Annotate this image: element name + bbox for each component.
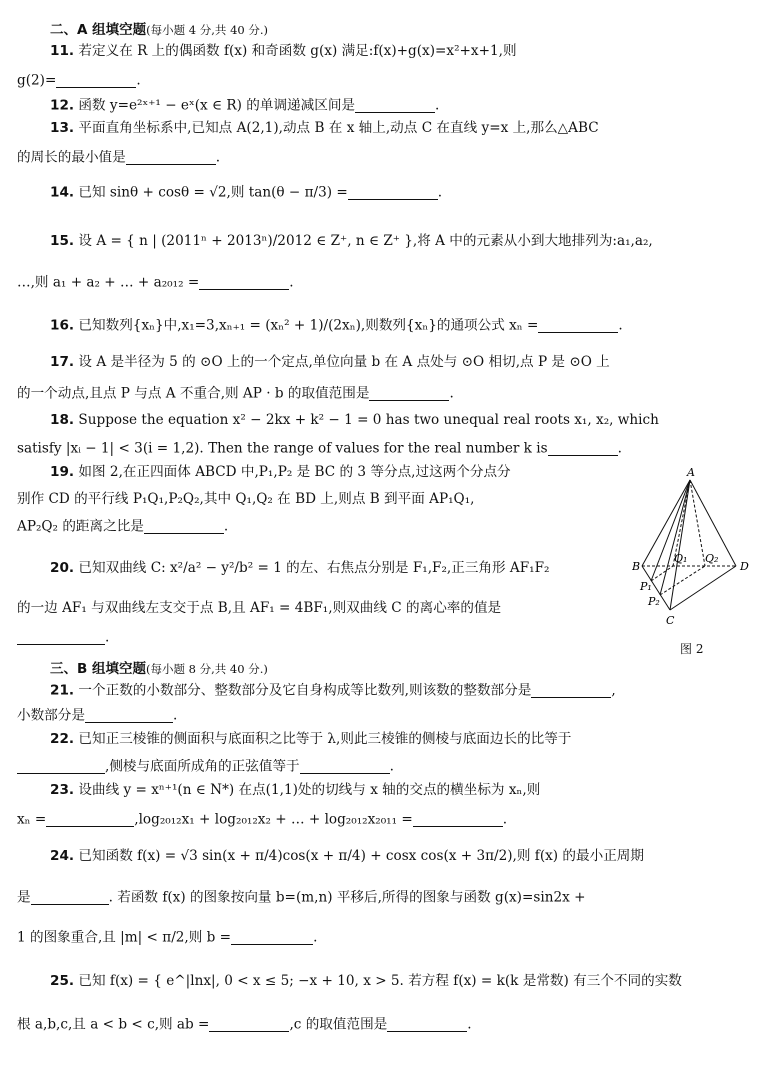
question-11-line-1: 11. 若定义在 R 上的偶函数 f(x) 和奇函数 g(x) 满足:f(x)+g(x)=x²+x+1,则: [50, 43, 517, 59]
answer-blank[interactable]: [348, 185, 438, 200]
question-21-line-2: 小数部分是 .: [17, 707, 178, 724]
question-13-line-2: 的周长的最小值是 .: [17, 149, 221, 166]
section-title: 二、A 组填空题: [50, 22, 147, 38]
tetrahedron-figure: [632, 466, 762, 656]
question-14: 14. 已知 sinθ + cosθ = √2,则 tan(θ − π/3) = .: [50, 184, 443, 201]
question-17-line-2: 的一个动点,且点 P 与点 A 不重合,则 AP · b 的取值范围是 .: [17, 385, 454, 402]
question-11-line-2: g(2)= .: [17, 72, 141, 89]
section-note: (每小题 4 分,共 40 分.): [146, 23, 269, 37]
answer-blank[interactable]: [538, 318, 618, 333]
question-24-line-2: 是 . 若函数 f(x) 的图象按向量 b=(m,n) 平移后,所得的图象与函数 g(x)=sin2x +: [17, 889, 586, 906]
answer-blank[interactable]: [46, 812, 134, 827]
section-b-heading: [50, 657, 268, 677]
label-q1: Q₁: [674, 552, 688, 565]
question-17-line-1: 17. 设 A 是半径为 5 的 ⊙O 上的一个定点,单位向量 b 在 A 点处与 ⊙O 相切,点 P 是 ⊙O 上: [50, 354, 610, 370]
label-a: A: [687, 466, 695, 479]
question-24-line-1: 24. 已知函数 f(x) = √3 sin(x + π/4)cos(x + π/4) + cosx cos(x + 3π/2),则 f(x) 的最小正周期: [50, 848, 644, 864]
answer-blank[interactable]: [369, 386, 449, 401]
question-15-line-1: 15. 设 A = { n | (2011ⁿ + 2013ⁿ)/2012 ∈ Z⁺, n ∈ Z⁺ },将 A 中的元素从小到大地排列为:a₁,a₂,: [50, 233, 653, 249]
answer-blank[interactable]: [231, 930, 313, 945]
question-20-line-2: 的一边 AF₁ 与双曲线左支交于点 B,且 AF₁ = 4BF₁,则双曲线 C 的离心率的值是: [17, 600, 502, 616]
question-19-line-1: 19. 如图 2,在正四面体 ABCD 中,P₁,P₂ 是 BC 的 3 等分点,过这两个分点分: [50, 464, 511, 480]
answer-blank[interactable]: [531, 683, 611, 698]
label-q2: Q₂: [705, 552, 719, 565]
question-25-line-2: 根 a,b,c,且 a < b < c,则 ab = ,c 的取值范围是 .: [17, 1016, 472, 1033]
answer-blank[interactable]: [413, 812, 503, 827]
answer-blank[interactable]: [387, 1017, 467, 1032]
label-d: D: [740, 560, 749, 573]
answer-blank[interactable]: [17, 630, 105, 645]
section-note: (每小题 8 分,共 40 分.): [146, 662, 268, 676]
question-23-line-2: xₙ = ,log₂₀₁₂x₁ + log₂₀₁₂x₂ + … + log₂₀₁₂x₂₀₁₁ = .: [17, 811, 508, 828]
question-22-line-2: ,侧棱与底面所成角的正弦值等于 .: [17, 759, 394, 774]
answer-blank[interactable]: [126, 150, 216, 165]
question-22-line-1: 22. 已知正三棱锥的侧面积与底面积之比等于 λ,则此三棱锥的侧棱与底面边长的比等于: [50, 731, 572, 747]
question-18-line-1: 18. Suppose the equation x² − 2kx + k² − 1 = 0 has two unequal real roots x₁, x₂, which: [50, 412, 659, 428]
question-24-line-3: 1 的图象重合,且 |m| < π/2,则 b = .: [17, 929, 318, 946]
question-16: 16. 已知数列{xₙ}中,x₁=3,xₙ₊₁ = (xₙ² + 1)/(2xₙ),则数列{xₙ}的通项公式 xₙ = .: [50, 317, 623, 334]
section-a-heading: [50, 18, 268, 38]
answer-blank[interactable]: [56, 73, 136, 88]
figure-caption: 图 2: [680, 642, 704, 656]
question-13-line-1: 13. 平面直角坐标系中,已知点 A(2,1),动点 B 在 x 轴上,动点 C 在直线 y=x 上,那么△ABC: [50, 120, 599, 136]
question-20-line-3: .: [17, 630, 109, 645]
question-19-line-3: AP₂Q₂ 的距离之比是 .: [17, 518, 229, 535]
question-18-line-2: satisfy |xᵢ − 1| < 3(i = 1,2). Then the range of values for the real number k is .: [17, 440, 622, 457]
answer-blank[interactable]: [209, 1017, 289, 1032]
answer-blank[interactable]: [31, 890, 109, 905]
question-19-line-2: 别作 CD 的平行线 P₁Q₁,P₂Q₂,其中 Q₁,Q₂ 在 BD 上,则点 B 到平面 AP₁Q₁,: [17, 491, 475, 507]
section-title: 三、B 组填空题: [50, 661, 146, 677]
question-21-line-1: 21. 一个正数的小数部分、整数部分及它自身构成等比数列,则该数的整数部分是 ,: [50, 682, 616, 699]
answer-blank[interactable]: [199, 275, 289, 290]
question-23-line-1: 23. 设曲线 y = xⁿ⁺¹(n ∈ N*) 在点(1,1)处的切线与 x 轴的交点的横坐标为 xₙ,则: [50, 782, 541, 798]
label-b: B: [632, 560, 641, 573]
answer-blank[interactable]: [355, 98, 435, 113]
answer-blank[interactable]: [300, 759, 390, 774]
answer-blank[interactable]: [17, 759, 105, 774]
answer-blank[interactable]: [548, 441, 618, 456]
label-c: C: [666, 614, 675, 627]
label-p2: P₂: [648, 595, 660, 608]
question-20-line-1: 20. 已知双曲线 C: x²/a² − y²/b² = 1 的左、右焦点分别是 F₁,F₂,正三角形 AF₁F₂: [50, 560, 550, 576]
question-12: 12. 函数 y=e²ˣ⁺¹ − eˣ(x ∈ R) 的单调递减区间是 .: [50, 97, 440, 114]
label-p1: P₁: [640, 580, 652, 593]
answer-blank[interactable]: [85, 708, 173, 723]
question-15-line-2: …,则 a₁ + a₂ + … + a₂₀₁₂ = .: [17, 274, 294, 291]
question-25-line-1: 25. 已知 f(x) = { e^|lnx|, 0 < x ≤ 5; −x + 10, x > 5. 若方程 f(x) = k(k 是常数) 有三个不同的实数: [50, 973, 682, 989]
answer-blank[interactable]: [144, 519, 224, 534]
